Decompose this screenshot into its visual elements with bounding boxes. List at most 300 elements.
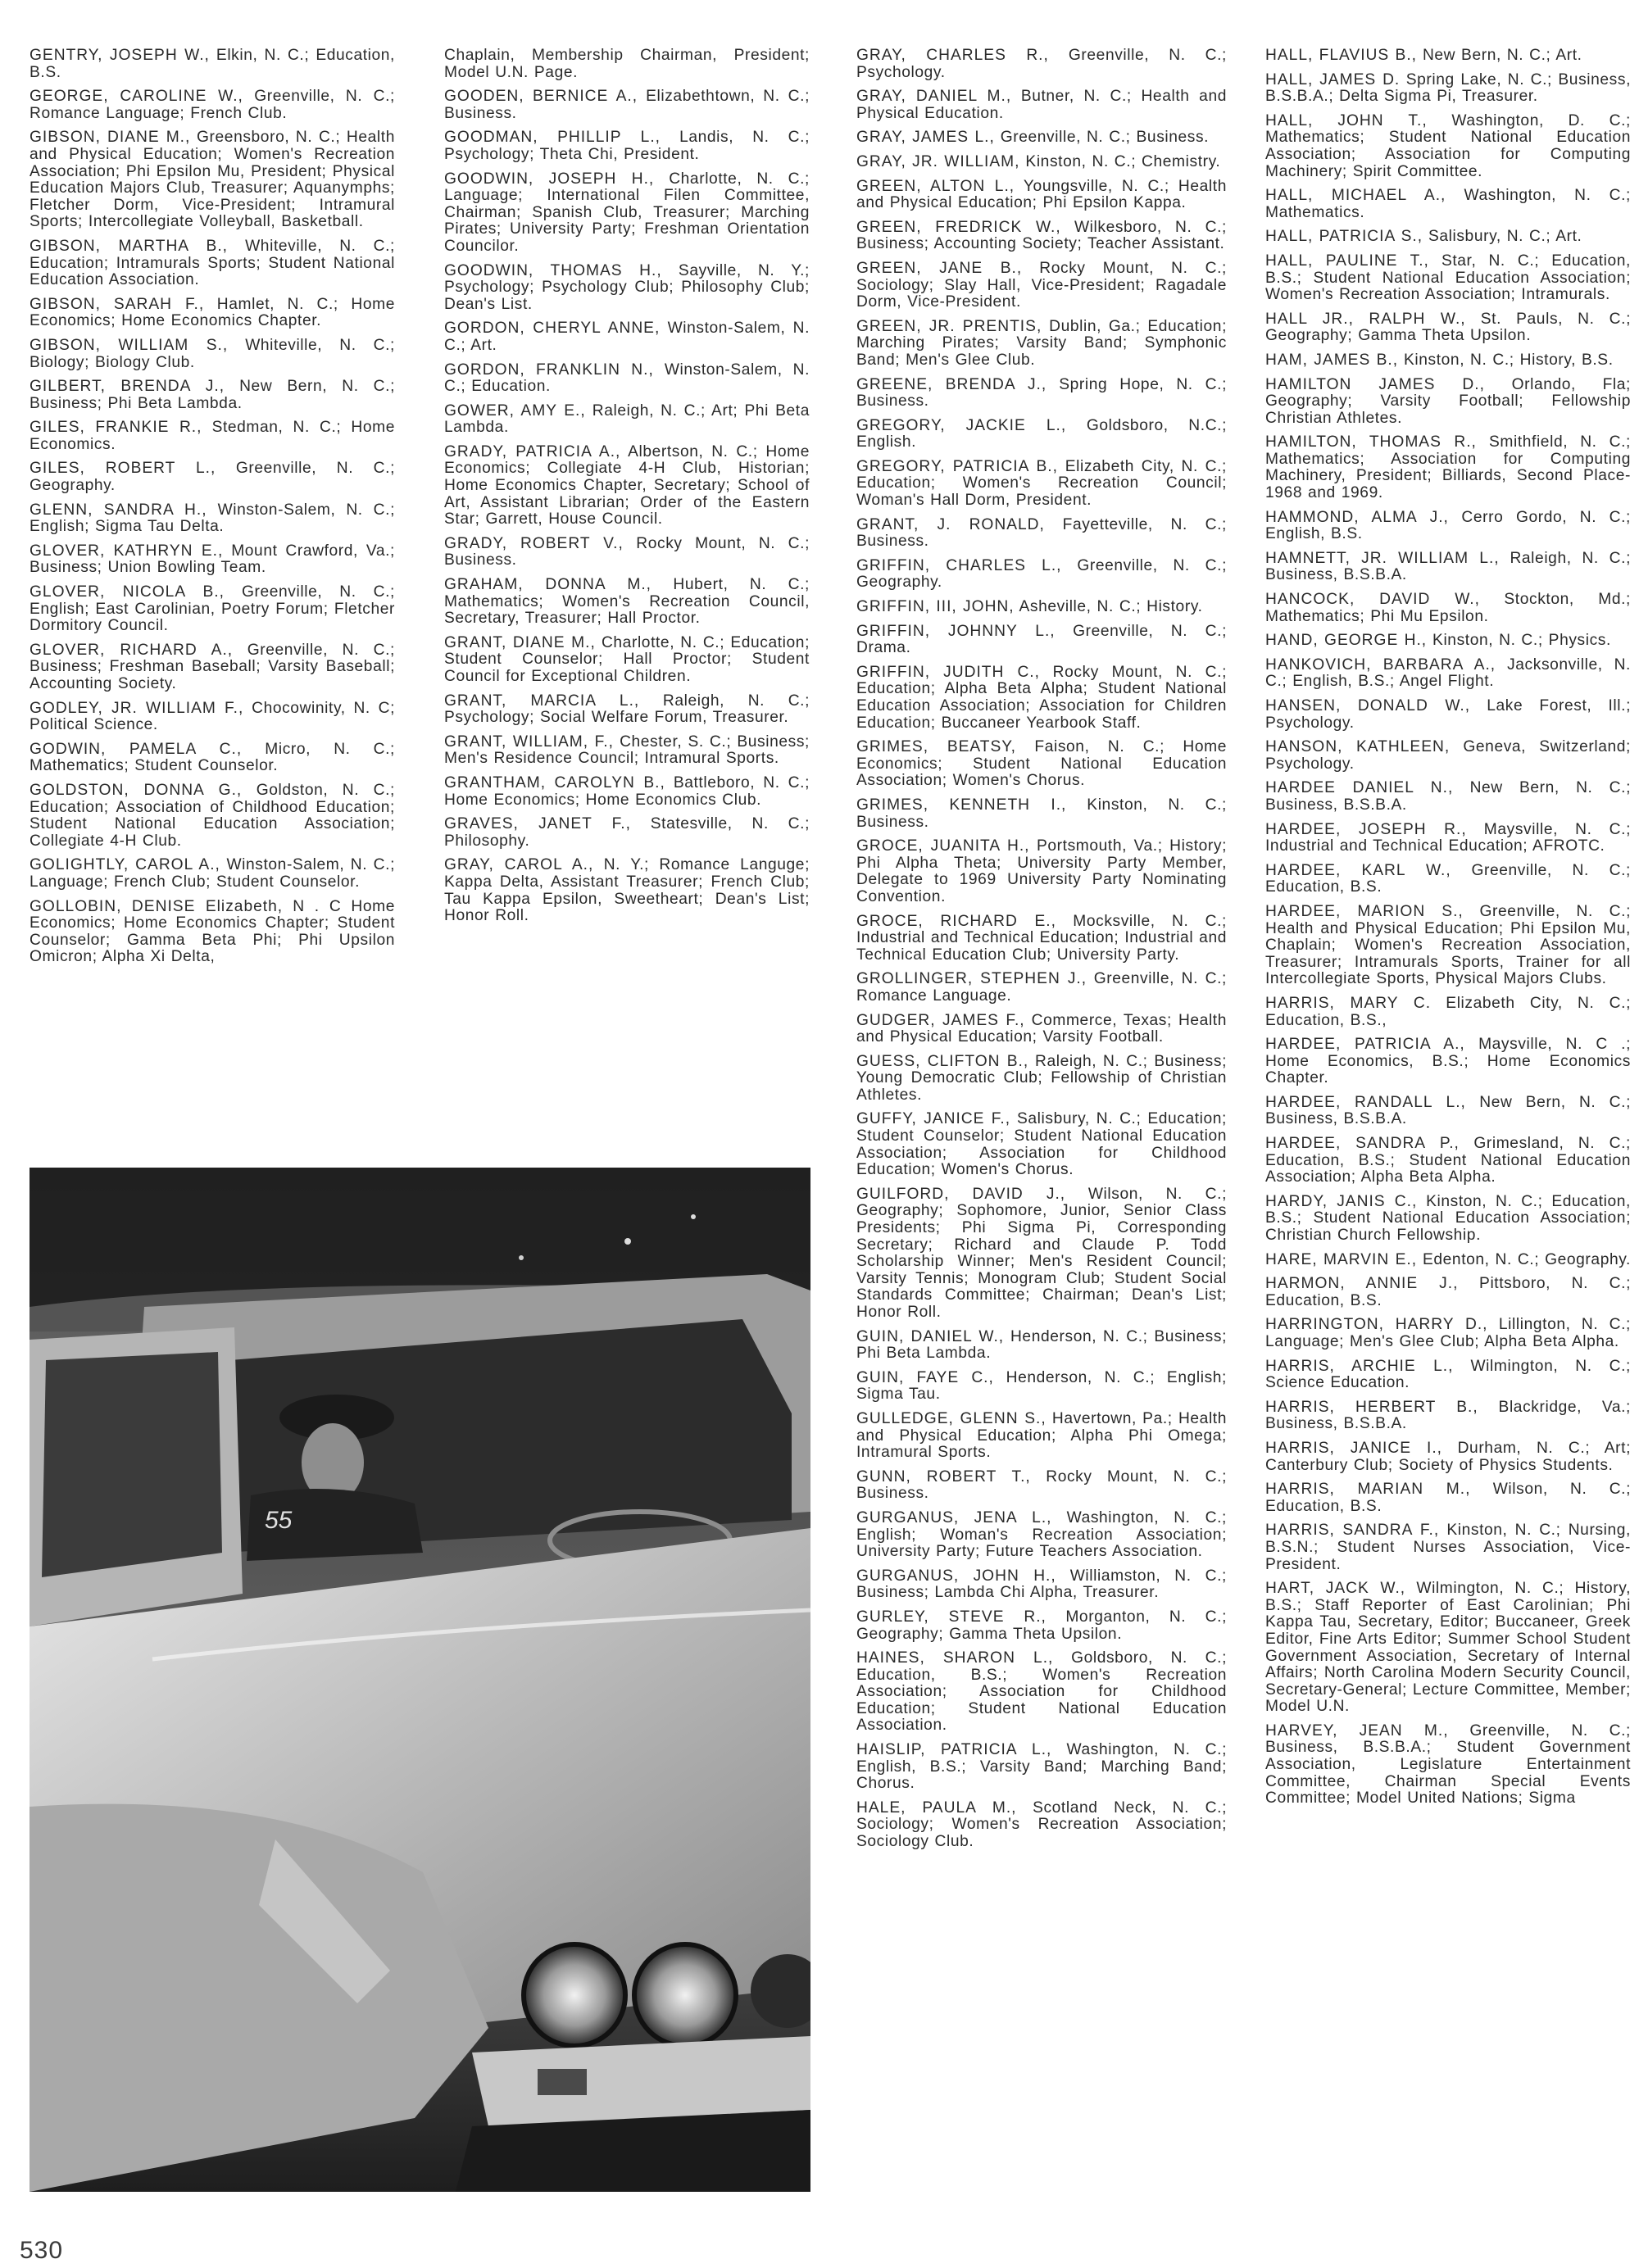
entry-name: HARE, MARVIN E., — [1265, 1250, 1418, 1268]
entry-name: GUIN, DANIEL W., — [856, 1327, 1005, 1345]
directory-entry — [1265, 657, 1631, 691]
directory-entry — [30, 379, 395, 412]
entry-detail: Chocowinity, N. C; Political Science. — [30, 699, 395, 734]
entry-name: GRIFFIN, JUDITH C., — [856, 663, 1040, 681]
entry-name: HARDEE, RANDALL L., — [1265, 1093, 1466, 1111]
directory-entry — [1265, 739, 1631, 773]
entry-detail: Commerce, Texas; Health and Physical Education; Varsity Football. — [856, 1011, 1228, 1046]
directory-entry — [1265, 1359, 1631, 1392]
entry-name: HAMNETT, JR. WILLIAM L., — [1265, 549, 1500, 567]
entry-detail: Greenville, N. C.; Geography. — [856, 556, 1227, 592]
entry-name: GIBSON, DIANE M., — [30, 129, 191, 147]
entry-detail: Wilson, N. C.; Education, B.S. — [1265, 1481, 1632, 1515]
entry-detail: Elkin, N. C.; Education, B.S. — [30, 47, 395, 81]
entry-detail: Edenton, N. C.; Geography. — [1422, 1250, 1631, 1268]
entry-detail: Albertson, N. C.; Home Economics; Collegiate 4-H Club, Historian; Home Economics Chapter, Secretary; School of Art, Assistant Librarian; Order of the Eastern Star; Garrett, House Council. — [444, 442, 810, 528]
directory-entry — [1265, 1440, 1631, 1474]
entry-detail: Mocksville, N. C.; Industrial and Technical Education; Industrial and Technical Education Club; University Party. — [856, 912, 1227, 964]
directory-column-1 — [30, 48, 395, 973]
entry-name: GREEN, FREDRICK W., — [856, 218, 1061, 236]
entry-detail: Grimesland, N. C.; Education, B.S.; Student National Education Association; Alpha Beta Alpha. — [1265, 1135, 1631, 1186]
directory-entry — [444, 48, 810, 81]
entry-detail: Greenville, N. C.; Drama. — [856, 622, 1227, 657]
directory-entry — [30, 584, 395, 635]
directory-entry — [444, 320, 810, 354]
directory-entry — [1265, 996, 1631, 1029]
entry-detail: New Bern, N. C.; Art. — [1422, 47, 1582, 64]
entry-detail: Chester, S. C.; Business; Men's Residence Council; Intramural Sports. — [444, 733, 810, 768]
directory-entry — [856, 1742, 1227, 1793]
entry-detail: Whiteville, N. C.; Education; Intramurals Sports; Student National Education Association. — [30, 237, 395, 289]
entry-name: HARRIS, ARCHIE L., — [1265, 1357, 1454, 1375]
directory-entry — [1265, 377, 1631, 428]
directory-column-3 — [856, 48, 1227, 1858]
entry-name: GULLEDGE, GLENN S., — [856, 1409, 1047, 1427]
directory-entry — [1265, 1136, 1631, 1186]
entry-detail: Cerro Gordo, N. C.; English, B.S. — [1265, 508, 1631, 543]
directory-entry — [856, 838, 1227, 905]
entry-name: HARVEY, JEAN M., — [1265, 1721, 1449, 1740]
entry-name: HAMILTON, THOMAS R., — [1265, 433, 1477, 451]
car-number: 55 — [265, 1507, 293, 1534]
page-number: 530 — [20, 2237, 64, 2264]
entry-name: GILBERT, BRENDA J., — [30, 378, 225, 396]
entry-name: GLOVER, NICOLA B., — [30, 583, 225, 601]
entry-detail: Maysville, N. C.; Industrial and Technical Education; AFROTC. — [1265, 820, 1631, 855]
entry-name: GRANT, WILLIAM, F., — [444, 733, 614, 751]
entry-detail: Orlando, Fla; Geography; Varsity Football; Fellowship Christian Athletes. — [1265, 375, 1631, 427]
entry-detail: Stedman, N. C.; Home Economics. — [30, 419, 395, 453]
entry-detail: Greenville, N. C.; Business. — [1000, 129, 1210, 147]
directory-entry — [30, 129, 395, 231]
entry-detail: Stockton, Md.; Mathematics; Phi Mu Epsilon. — [1265, 591, 1631, 625]
entry-name: HAND, GEORGE H., — [1265, 632, 1428, 650]
directory-entry — [1265, 352, 1631, 370]
directory-entry — [444, 362, 810, 396]
directory-entry — [30, 642, 395, 693]
directory-entry — [1265, 633, 1631, 650]
directory-entry — [30, 297, 395, 330]
directory-entry — [856, 599, 1227, 616]
entry-detail: Kinston, N. C.; Education, B.S.; Student National Education Association; Christian Church Fellowship. — [1265, 1192, 1631, 1245]
entry-detail: Winston-Salem, N. C.; Education. — [444, 361, 810, 396]
entry-name: HARDEE, JOSEPH R., — [1265, 820, 1467, 838]
entry-detail: Goldsboro, N.C.; English. — [856, 416, 1228, 451]
entry-name: GREENE, BRENDA J., — [856, 375, 1047, 393]
entry-detail: Scotland Neck, N. C.; Sociology; Women's Recreation Association; Sociology Club. — [856, 1799, 1227, 1851]
entry-detail: Raleigh, N. C.; Business; Young Democratic Club; Fellowship of Christian Athletes. — [856, 1052, 1227, 1104]
entry-name: GREEN, ALTON L., — [856, 177, 1015, 195]
entry-name: HAISLIP, PATRICIA L., — [856, 1741, 1052, 1759]
directory-entry — [1265, 188, 1631, 221]
entry-name: GODWIN, PAMELA C., — [30, 740, 243, 758]
directory-entry — [444, 775, 810, 809]
entry-detail: Spring Lake, N. C.; Business, B.S.B.A.; Delta Sigma Pi, Treasurer. — [1265, 70, 1631, 106]
entry-name: GOWER, AMY E., — [444, 401, 586, 420]
directory-entry — [30, 338, 395, 371]
entry-name: GRAY, JAMES L., — [856, 129, 995, 147]
directory-entry — [1265, 1276, 1631, 1309]
directory-entry — [856, 459, 1227, 510]
entry-detail: Statesville, N. C.; Philosophy. — [444, 815, 810, 850]
directory-entry — [30, 543, 395, 577]
directory-entry — [856, 88, 1227, 122]
directory-entry — [1265, 1036, 1631, 1087]
entry-detail: Youngsville, N. C.; Health and Physical Education; Phi Epsilon Kappa. — [856, 177, 1227, 212]
entry-name: GRAHAM, DONNA M., — [444, 576, 652, 594]
entry-name: GRIFFIN, JOHNNY L., — [856, 622, 1056, 640]
directory-entry — [856, 418, 1227, 451]
directory-entry — [856, 1329, 1227, 1363]
directory-entry — [1265, 113, 1631, 180]
entry-detail: Kinston, N. C.; Business. — [856, 796, 1227, 831]
directory-entry — [856, 517, 1227, 551]
directory-entry — [30, 857, 395, 891]
entry-name: GUILFORD, DAVID J., — [856, 1185, 1066, 1203]
directory-entry — [856, 319, 1227, 370]
entry-detail: Winston-Salem, N. C.; Art. — [444, 320, 810, 354]
entry-name: GRIMES, BEATSY, — [856, 738, 1016, 756]
entry-name: GLOVER, RICHARD A., — [30, 641, 234, 659]
entry-detail: Asheville, N. C.; History. — [1019, 598, 1203, 616]
entry-detail: Greenville, N. C.; Business, B.S.B.A.; Student Government Association, Legislature Entertainment Committee, Chairman Special Events Committee; Model United Nations; Sigma — [1265, 1721, 1631, 1808]
directory-entry — [1265, 1522, 1631, 1573]
entry-name: GOLIGHTLY, CAROL A., — [30, 856, 220, 874]
entry-name: HALL, JAMES D. — [1265, 70, 1401, 88]
entry-detail: Henderson, N. C.; English; Sigma Tau. — [856, 1368, 1227, 1404]
directory-entry — [444, 129, 810, 163]
entry-detail: Kinston, N. C.; Chemistry. — [1025, 152, 1221, 170]
entry-detail: Blackridge, Va.; Business, B.S.B.A. — [1265, 1398, 1631, 1433]
entry-detail: Battleboro, N. C.; Home Economics; Home Economics Club. — [444, 773, 810, 809]
entry-detail: Lillington, N. C.; Language; Men's Glee Club; Alpha Beta Alpha. — [1265, 1316, 1631, 1350]
entry-name: HALL, FLAVIUS B., — [1265, 47, 1417, 64]
directory-entry — [1265, 863, 1631, 896]
entry-detail: Kinston, N. C.; Physics. — [1432, 632, 1611, 650]
entry-name: HALL, JOHN T., — [1265, 111, 1428, 129]
directory-entry — [444, 734, 810, 768]
entry-detail: Kinston, N. C.; History, B.S. — [1404, 351, 1614, 369]
entry-name: GLOVER, KATHRYN E., — [30, 542, 224, 560]
entry-detail: Raleigh, N. C.; Art; Phi Beta Lambda. — [444, 401, 810, 437]
directory-entry — [856, 624, 1227, 657]
directory-entry — [1265, 48, 1631, 65]
directory-entry — [1265, 510, 1631, 543]
directory-entry — [856, 179, 1227, 212]
entry-detail: Wilson, N. C.; Geography; Sophomore, Junior, Senior Class Presidents; Phi Sigma Pi, Corresponding Secretary; Richard and Claude P. Todd Scholarship Winner; Men's Resident Council; Varsity Tennis; Monogram Club; Student Social Standards Committee; Chairman; Dean's List; Honor Roll. — [856, 1185, 1227, 1321]
entry-name: GRIFFIN, III, JOHN, — [856, 598, 1015, 616]
entry-name: GOODMAN, PHILLIP L., — [444, 129, 661, 147]
directory-entry — [1265, 434, 1631, 501]
entry-detail: Winston-Salem, N. C.; Language; French Club; Student Counselor. — [30, 856, 396, 891]
entry-name: GREEN, JR. PRENTIS, — [856, 317, 1042, 335]
directory-entry — [1265, 1481, 1631, 1515]
entry-name: GORDON, CHERYL ANNE, — [444, 320, 661, 338]
entry-name: GROCE, RICHARD E., — [856, 912, 1056, 930]
directory-entry — [30, 502, 395, 536]
entry-detail: Havertown, Pa.; Health and Physical Education; Alpha Phi Omega; Intramural Sports. — [856, 1409, 1228, 1462]
entry-name: HALL, PAULINE T., — [1265, 252, 1429, 270]
directory-entry — [1265, 1399, 1631, 1433]
directory-entry — [1265, 822, 1631, 855]
entry-detail: Henderson, N. C.; Business; Phi Beta Lambda. — [856, 1327, 1227, 1363]
entry-detail: Greenville, N. C.; Business; Freshman Baseball; Varsity Baseball; Accounting Society. — [30, 641, 395, 692]
directory-entry — [444, 857, 810, 924]
entry-name: GROCE, JUANITA H., — [856, 837, 1030, 855]
entry-name: HARRIS, MARY C. — [1265, 994, 1432, 1012]
entry-detail: Star, N. C.; Education, B.S.; Student National Education Association; Women's Recreation Association; Intramurals. — [1265, 252, 1631, 304]
entry-detail: Salisbury, N. C.; Education; Student Counselor; Student National Education Association; Association for Childhood Education; Women's Chorus. — [856, 1110, 1227, 1179]
entry-name: GENTRY, JOSEPH W., — [30, 47, 210, 64]
directory-entry — [856, 1650, 1227, 1735]
entry-name: GRANT, J. RONALD, — [856, 515, 1045, 533]
entry-name: GILES, FRANKIE R., — [30, 419, 202, 437]
entry-detail: Charlotte, N. C.; Education; Student Counselor; Hall Proctor; Student Council for Exceptional Children. — [444, 633, 810, 685]
entry-detail: Wilkesboro, N. C.; Business; Accounting Society; Teacher Assistant. — [856, 218, 1227, 253]
directory-entry — [856, 558, 1227, 592]
entry-detail: Durham, N. C.; Art; Canterbury Club; Society of Physics Students. — [1265, 1439, 1631, 1474]
directory-entry — [30, 48, 395, 81]
directory-entry — [444, 816, 810, 850]
directory-entry — [856, 377, 1227, 411]
entry-detail: Wilmington, N. C.; History, B.S.; Staff Reporter of East Carolinian; Phi Kappa Tau, Secretary, Editor; Buccaneer, Greek Editor, Fine Arts Editor; Summer School Student Government Association, Secretary of Internal Affairs; North Carolina Modern Security Council, Secretary-General; Lecture Committee, Member; Model U.N. — [1265, 1580, 1631, 1716]
entry-detail: Greenville, N. C.; Health and Physical Education; Phi Epsilon Mu, Chaplain; Women's Recreation Association, Treasurer; Intramurals Sports, Trainer for all Intercollegiate Sports, Physical Majors Clubs. — [1265, 902, 1631, 988]
entry-detail: Salisbury, N. C.; Art. — [1428, 228, 1582, 246]
directory-entry — [856, 220, 1227, 253]
entry-name: GRAY, DANIEL M., — [856, 88, 1012, 106]
entry-name: GOLDSTON, DONNA G., — [30, 781, 243, 799]
entry-name: HANSON, KATHLEEN, — [1265, 738, 1451, 756]
entry-detail: Winston-Salem, N. C.; English; Sigma Tau Delta. — [30, 501, 396, 536]
entry-name: GURGANUS, JENA L., — [856, 1508, 1052, 1526]
entry-name: GOODWIN, THOMAS H., — [444, 261, 662, 279]
directory-entry — [856, 914, 1227, 964]
directory-entry — [444, 88, 810, 122]
entry-detail: Greensboro, N. C.; Health and Physical Education; Women's Recreation Association; Phi Epsilon Mu, President; Physical Education Majors Club, Treasurer; Aquanymphs; Fletcher Dorm, Vice-President; Intramural Sports; Intercollegiate Volleyball, Basketball. — [30, 129, 395, 231]
entry-name: HARDEE, KARL W., — [1265, 861, 1451, 879]
entry-name: HAINES, SHARON L., — [856, 1649, 1054, 1667]
entry-name: GRIMES, KENNETH I., — [856, 796, 1067, 814]
entry-detail: Portsmouth, Va.; History; Phi Alpha Theta; University Party Member, Delegate to 1969 University Party Nominating Convention. — [856, 837, 1228, 905]
directory-entry — [856, 48, 1227, 81]
entry-detail: Elizabethtown, N. C.; Business. — [444, 88, 810, 122]
entry-detail: Dublin, Ga.; Education; Marching Pirates; Varsity Band; Symphonic Band; Men's Glee Club. — [856, 317, 1228, 369]
directory-entry — [856, 1568, 1227, 1602]
entry-detail: Micro, N. C.; Mathematics; Student Counselor. — [30, 740, 395, 775]
entry-detail: Goldston, N. C.; Education; Association of Childhood Education; Student National Education Association; Collegiate 4-H Club. — [30, 781, 395, 850]
directory-entry — [856, 665, 1227, 732]
entry-name: HARRIS, JANICE I., — [1265, 1439, 1443, 1457]
entry-detail: Fayetteville, N. C.; Business. — [856, 515, 1227, 551]
entry-detail: Rocky Mount, N. C.; Business. — [856, 1467, 1227, 1503]
entry-name: GRADY, PATRICIA A., — [444, 442, 621, 460]
directory-entry — [856, 1609, 1227, 1643]
directory-entry — [856, 129, 1227, 147]
entry-detail: Kinston, N. C.; Nursing, B.S.N.; Student Nurses Association, Vice-President. — [1265, 1522, 1631, 1573]
entry-detail: N. Y.; Romance Languge; Kappa Delta, Assistant Treasurer; French Club; Tau Kappa Epsilon, Sweetheart; Dean's List; Honor Roll. — [444, 856, 810, 925]
entry-detail: Rocky Mount, N. C.; Business. — [444, 534, 810, 569]
entry-name: HANCOCK, DAVID W., — [1265, 591, 1480, 609]
directory-entry — [30, 238, 395, 289]
directory-entry — [1265, 229, 1631, 246]
entry-detail: Raleigh, N. C.; Business, B.S.B.A. — [1265, 549, 1631, 584]
directory-entry — [1265, 311, 1631, 345]
directory-entry — [444, 536, 810, 569]
entry-name: GEORGE, CAROLINE W., — [30, 88, 243, 106]
directory-entry — [1265, 1581, 1631, 1716]
directory-entry — [1265, 592, 1631, 625]
entry-name: GIBSON, SARAH F., — [30, 295, 205, 313]
entry-name: GRAY, CAROL A., — [444, 856, 594, 874]
entry-name: GREGORY, JACKIE L., — [856, 416, 1067, 434]
entry-detail: Washington, D. C.; Mathematics; Student National Education Association; Association for Computing Machinery; Spirit Committee. — [1265, 111, 1631, 180]
directory-entry — [30, 88, 395, 122]
directory-entry — [1265, 72, 1631, 106]
entry-name: GOODEN, BERNICE A., — [444, 88, 638, 106]
entry-name: GRANT, MARCIA L., — [444, 692, 640, 710]
entry-name: GODLEY, JR. WILLIAM F., — [30, 699, 244, 717]
directory-entry — [856, 1800, 1227, 1851]
entry-detail: Geneva, Switzerland; Psychology. — [1265, 738, 1631, 773]
entry-detail: New Bern, N. C.; Business, B.S.B.A. — [1265, 779, 1632, 814]
directory-column-4 — [1265, 48, 1631, 1815]
directory-entry — [1265, 1252, 1631, 1269]
entry-name: HALL JR., RALPH W., — [1265, 310, 1466, 328]
directory-entry — [856, 1186, 1227, 1322]
entry-detail: Washington, N. C.; English; Woman's Recreation Association; University Party; Future Teachers Association. — [856, 1508, 1227, 1561]
entry-name: HARDEE, PATRICIA A., — [1265, 1036, 1465, 1054]
directory-entry — [30, 899, 395, 966]
entry-name: HAMILTON JAMES D., — [1265, 375, 1485, 393]
entry-name: GIBSON, WILLIAM S., — [30, 336, 229, 354]
directory-entry — [1265, 698, 1631, 732]
entry-name: GILES, ROBERT L., — [30, 460, 216, 478]
entry-name: HAM, JAMES B., — [1265, 351, 1399, 369]
directory-entry — [1265, 1317, 1631, 1350]
directory-entry — [444, 635, 810, 686]
entry-detail: Greenville, N. C.; English; East Carolinian, Poetry Forum; Fletcher Dormitory Council. — [30, 583, 395, 635]
directory-entry — [1265, 1723, 1631, 1808]
directory-entry — [856, 797, 1227, 831]
entry-detail: Greenville, N. C.; Romance Language; French Club. — [30, 88, 395, 122]
entry-detail: Pittsboro, N. C.; Education, B.S. — [1265, 1275, 1631, 1309]
directory-entry — [856, 261, 1227, 311]
entry-detail: Washington, N. C.; Mathematics. — [1265, 187, 1631, 221]
entry-name: HARMON, ANNIE J., — [1265, 1275, 1459, 1293]
directory-entry — [30, 742, 395, 775]
directory-entry — [856, 1013, 1227, 1046]
entry-name: GRIFFIN, CHARLES L., — [856, 556, 1062, 574]
directory-entry — [30, 420, 395, 453]
directory-entry — [30, 782, 395, 850]
entry-name: HALE, PAULA M., — [856, 1799, 1017, 1817]
entry-detail: New Bern, N. C.; Business; Phi Beta Lambda. — [30, 378, 396, 412]
entry-name: HARRIS, HERBERT B., — [1265, 1398, 1478, 1416]
entry-name: GRAVES, JANET F., — [444, 815, 631, 833]
directory-entry — [856, 154, 1227, 171]
entry-detail: N . C Home Economics; Home Economics Chapter; Student Counselor; Gamma Beta Phi; Phi Upsilon Omicron; Alpha Xi Delta, — [30, 897, 395, 966]
entry-name: HARDEE DANIEL N., — [1265, 779, 1454, 797]
entry-name: GLENN, SANDRA H., — [30, 501, 207, 519]
entry-detail: Rocky Mount, N. C.; Education; Alpha Beta Alpha; Student National Education Association; Association for Children Education; Buccaneer Yearbook Staff. — [856, 663, 1227, 732]
entry-detail: Raleigh, N. C.; Psychology; Social Welfare Forum, Treasurer. — [444, 692, 810, 727]
entry-name: GRAY, JR. WILLIAM, — [856, 152, 1020, 170]
entry-detail: Greenville, N. C.; Geography. — [30, 460, 395, 495]
directory-entry — [856, 1111, 1227, 1178]
entry-detail: Greenville, N. C.; Psychology. — [856, 47, 1227, 81]
entry-detail: Faison, N. C.; Home Economics; Student National Education Association; Women's Chorus. — [856, 738, 1227, 790]
entry-name: GIBSON, MARTHA B., — [30, 237, 228, 255]
directory-entry — [856, 1411, 1227, 1462]
entry-name: GRANT, DIANE M., — [444, 633, 596, 651]
directory-entry — [856, 1370, 1227, 1404]
entry-detail: Spring Hope, N. C.; Business. — [856, 375, 1228, 411]
directory-entry — [1265, 1095, 1631, 1128]
entry-detail: Maysville, N. C .; Home Economics, B.S.; Home Economics Chapter. — [1265, 1036, 1631, 1087]
directory-column-2 — [444, 48, 810, 932]
entry-detail: Hubert, N. C.; Mathematics; Women's Recreation Council, Secretary, Treasurer; Hall Proctor. — [444, 576, 810, 628]
entry-name: HALL, MICHAEL A., — [1265, 187, 1446, 205]
entry-name: HAMMOND, ALMA J., — [1265, 508, 1449, 526]
directory-entry — [444, 403, 810, 437]
entry-name: GURGANUS, JOHN H., — [856, 1567, 1056, 1585]
entry-detail: Elizabeth City, N. C.; Education; Women's Recreation Council; Woman's Hall Dorm, President. — [856, 457, 1227, 510]
entry-name: GORDON, FRANKLIN N., — [444, 361, 654, 379]
entry-name: GOLLOBIN, DENISE Elizabeth, — [30, 897, 284, 915]
entry-detail: Washington, N. C.; English, B.S.; Varsity Band; Marching Band; Chorus. — [856, 1741, 1227, 1793]
entry-detail: New Bern, N. C.; Business, B.S.B.A. — [1265, 1093, 1632, 1128]
directory-entry — [856, 1054, 1227, 1105]
entry-detail: Butner, N. C.; Health and Physical Education. — [856, 88, 1227, 122]
entry-detail: Greenville, N. C.; Education, B.S. — [1265, 861, 1631, 896]
entry-detail: Sayville, N. Y.; Psychology; Psychology Club; Philosophy Club; Dean's List. — [444, 261, 810, 313]
directory-entry — [444, 577, 810, 628]
entry-detail: Elizabeth City, N. C.; Education, B.S., — [1265, 994, 1632, 1029]
entry-detail: Wilmington, N. C.; Science Education. — [1265, 1357, 1631, 1392]
entry-name: HANKOVICH, BARBARA A., — [1265, 655, 1496, 674]
entry-detail: Whiteville, N. C.; Biology; Biology Club. — [30, 336, 395, 371]
entry-name: GOODWIN, JOSEPH H., — [444, 170, 655, 188]
entry-name: HARDEE, SANDRA P., — [1265, 1135, 1460, 1153]
entry-detail: Chaplain, Membership Chairman, President; Model U.N. Page. — [444, 47, 810, 81]
entry-name: GROLLINGER, STEPHEN J., — [856, 970, 1087, 988]
entry-name: GUFFY, JANICE F., — [856, 1110, 1011, 1128]
entry-detail: Greenville, N. C.; Romance Language. — [856, 970, 1227, 1005]
entry-detail: Williamston, N. C.; Business; Lambda Chi Alpha, Treasurer. — [856, 1567, 1227, 1602]
entry-name: HARRINGTON, HARRY D., — [1265, 1316, 1488, 1334]
directory-entry — [856, 739, 1227, 790]
entry-name: HARDY, JANIS C., — [1265, 1192, 1418, 1210]
entry-detail: Rocky Mount, N. C.; Sociology; Slay Hall, Vice-President; Ragadale Dorm, Vice-President. — [856, 259, 1227, 311]
entry-detail: Smithfield, N. C.; Mathematics; Association for Computing Machinery, President; Billiards, Second Place-1968 and 1969. — [1265, 433, 1631, 502]
directory-entry — [1265, 1194, 1631, 1245]
directory-entry — [856, 971, 1227, 1005]
entry-name: GRAY, CHARLES R., — [856, 47, 1049, 64]
directory-entry — [1265, 551, 1631, 584]
entry-name: HART, JACK W., — [1265, 1580, 1406, 1598]
entry-name: GURLEY, STEVE R., — [856, 1608, 1047, 1626]
entry-name: HANSEN, DONALD W., — [1265, 697, 1471, 714]
entry-name: GREEN, JANE B., — [856, 259, 1023, 277]
entry-detail: Mount Crawford, Va.; Business; Union Bowling Team. — [30, 542, 395, 577]
entry-name: HARRIS, MARIAN M., — [1265, 1481, 1471, 1499]
entry-detail: Jacksonville, N. C.; English, B.S.; Angel Flight. — [1265, 655, 1631, 691]
entry-detail: Hamlet, N. C.; Home Economics; Home Economics Chapter. — [30, 295, 395, 330]
entry-name: HALL, PATRICIA S., — [1265, 228, 1423, 246]
entry-name: GUIN, FAYE C., — [856, 1368, 994, 1386]
directory-entry — [1265, 904, 1631, 988]
directory-entry — [444, 444, 810, 528]
